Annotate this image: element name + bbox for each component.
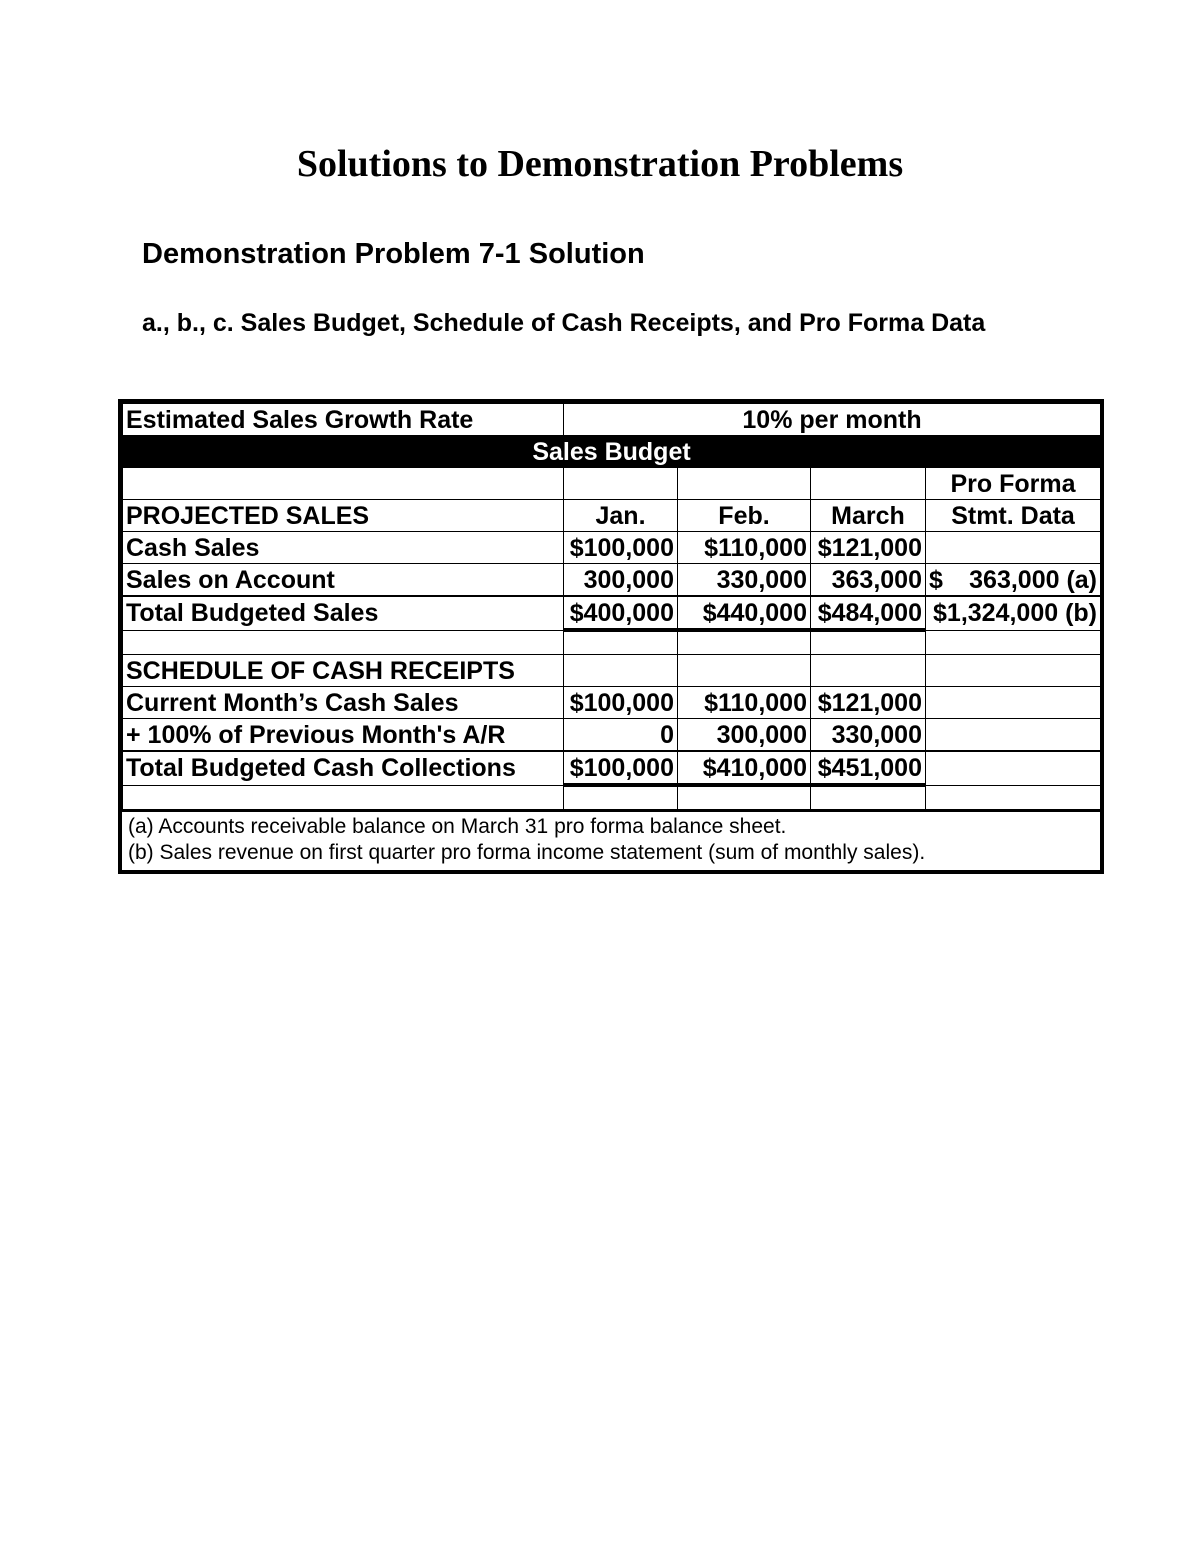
pro-forma-value: 363,000 (a) — [969, 565, 1098, 594]
sales-budget-banner-row — [123, 436, 1101, 468]
blank-cell — [926, 785, 1101, 810]
total-cash-collections-row — [123, 751, 1101, 785]
sales-on-account-row — [123, 564, 1101, 597]
blank-cell — [678, 655, 811, 687]
cell-march: $121,000 — [811, 687, 926, 719]
blank-cell — [564, 655, 678, 687]
col-header-march: March — [811, 500, 926, 532]
sales-budget-sheet — [118, 399, 1104, 874]
row-label: Cash Sales — [123, 532, 564, 564]
pro-forma-top-row — [123, 468, 1101, 500]
blank-cell — [123, 630, 564, 655]
row-label: Current Month’s Cash Sales — [123, 687, 564, 719]
growth-rate-row — [123, 404, 1101, 436]
footnote-b: (b) Sales revenue on first quarter pro forma income statement (sum of monthly sales). — [128, 841, 926, 864]
cash-sales-row — [123, 532, 1101, 564]
spacer-row — [123, 630, 1101, 655]
growth-rate-value: 10% per month — [564, 404, 1101, 436]
cell-jan: $100,000 — [564, 751, 678, 785]
cell-feb: $440,000 — [678, 596, 811, 630]
spacer-row — [123, 785, 1101, 810]
row-label: Total Budgeted Sales — [123, 596, 564, 630]
blank-cell — [811, 630, 926, 655]
cell-feb: 300,000 — [678, 719, 811, 752]
blank-cell — [678, 785, 811, 810]
previous-ar-row — [123, 719, 1101, 752]
growth-rate-label: Estimated Sales Growth Rate — [123, 404, 564, 436]
cell-pro-forma — [926, 719, 1101, 752]
cell-jan: $100,000 — [564, 532, 678, 564]
cell-jan: 0 — [564, 719, 678, 752]
col-header-jan: Jan. — [564, 500, 678, 532]
footnotes — [122, 810, 1100, 870]
cell-feb: $110,000 — [678, 687, 811, 719]
cell-march: $121,000 — [811, 532, 926, 564]
cell-pro-forma — [926, 532, 1101, 564]
part-heading: a., b., c. Sales Budget, Schedule of Cash Receipts, and Pro Forma Data — [142, 309, 986, 337]
cell-jan: $400,000 — [564, 596, 678, 630]
cell-jan: $100,000 — [564, 687, 678, 719]
blank-cell — [123, 785, 564, 810]
cell-march: $484,000 — [811, 596, 926, 630]
blank-cell — [678, 630, 811, 655]
row-label: Total Budgeted Cash Collections — [123, 751, 564, 785]
total-budgeted-sales-row — [123, 596, 1101, 630]
cell-pro-forma — [926, 564, 1101, 597]
cell-jan: 300,000 — [564, 564, 678, 597]
budget-table — [122, 403, 1101, 810]
blank-cell — [811, 785, 926, 810]
problem-heading: Demonstration Problem 7-1 Solution — [142, 238, 645, 270]
pro-forma-header-bottom: Stmt. Data — [926, 500, 1101, 532]
cell-march: 363,000 — [811, 564, 926, 597]
cell-feb: $410,000 — [678, 751, 811, 785]
cell-pro-forma — [926, 751, 1101, 785]
row-label: Sales on Account — [123, 564, 564, 597]
blank-cell — [811, 468, 926, 500]
cell-march: $451,000 — [811, 751, 926, 785]
cell-feb: $110,000 — [678, 532, 811, 564]
column-header-row — [123, 500, 1101, 532]
dollar-sign: $ — [929, 565, 943, 594]
footnote-a: (a) Accounts receivable balance on March 31 pro forma balance sheet. — [128, 815, 787, 838]
schedule-heading: SCHEDULE OF CASH RECEIPTS — [123, 655, 564, 687]
sales-budget-banner: Sales Budget — [123, 436, 1101, 468]
blank-cell — [811, 655, 926, 687]
blank-cell — [926, 655, 1101, 687]
blank-cell — [123, 468, 564, 500]
row-label: + 100% of Previous Month's A/R — [123, 719, 564, 752]
pro-forma-header-top: Pro Forma — [926, 468, 1101, 500]
page-title: Solutions to Demonstration Problems — [296, 143, 904, 185]
current-cash-sales-row — [123, 687, 1101, 719]
cell-feb: 330,000 — [678, 564, 811, 597]
blank-cell — [564, 468, 678, 500]
blank-cell — [564, 630, 678, 655]
projected-sales-label: PROJECTED SALES — [123, 500, 564, 532]
col-header-feb: Feb. — [678, 500, 811, 532]
cell-pro-forma: $1,324,000 (b) — [926, 596, 1101, 630]
cell-march: 330,000 — [811, 719, 926, 752]
blank-cell — [564, 785, 678, 810]
cell-pro-forma — [926, 687, 1101, 719]
schedule-heading-row — [123, 655, 1101, 687]
blank-cell — [926, 630, 1101, 655]
blank-cell — [678, 468, 811, 500]
